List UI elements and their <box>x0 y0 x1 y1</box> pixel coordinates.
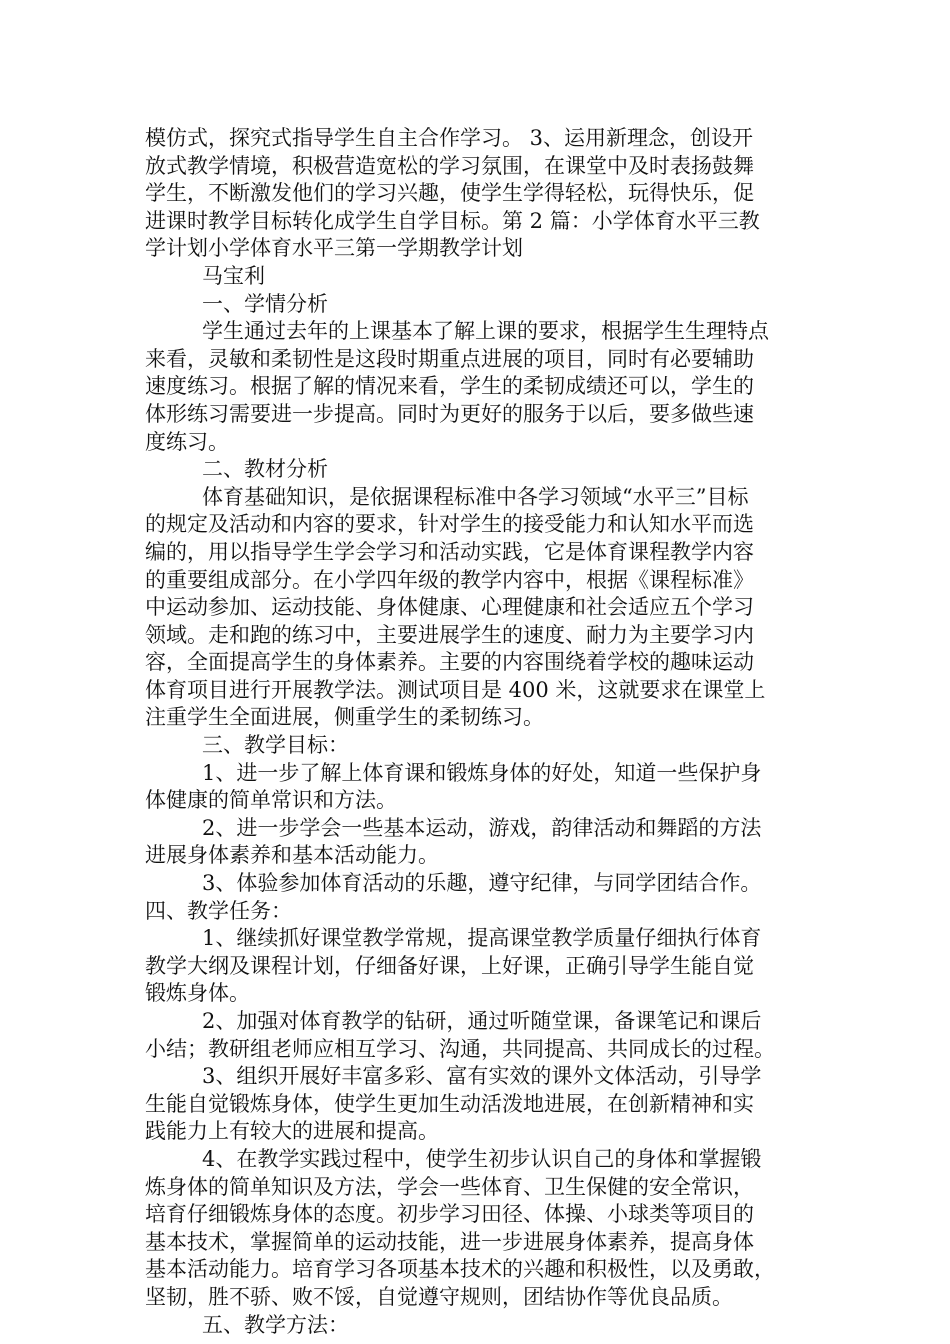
text-line: 基本活动能力。培育学习各项基本技术的兴趣和积极性，以及勇敢， <box>145 1257 775 1282</box>
text-line: 五、教学方法： <box>202 1312 349 1337</box>
text-line: 生能自觉锻炼身体，使学生更加生动活泼地进展，在创新精神和实 <box>145 1091 754 1116</box>
text-line: 的规定及活动和内容的要求，针对学生的接受能力和认知水平而选 <box>145 512 754 537</box>
text-line: 1、进一步了解上体育课和锻炼身体的好处，知道一些保护身 <box>202 760 762 785</box>
text-line: 体育基础知识，是依据课程标准中各学习领域“水平三”目标 <box>202 484 749 509</box>
text-line: 教学大纲及课程计划，仔细备好课，上好课，正确引导学生能自觉 <box>145 953 754 978</box>
document-body <box>145 125 825 1339</box>
text-line: 体育项目进行开展教学法。测试项目是 400 米，这就要求在课堂上 <box>145 677 766 702</box>
text-line: 学生，不断激发他们的学习兴趣，使学生学得轻松，玩得快乐，促 <box>145 181 754 206</box>
text-line: 基本技术，掌握简单的运动技能，进一步进展身体素养，提高身体 <box>145 1229 754 1254</box>
text-line: 进课时教学目标转化成学生自学目标。第 2 篇：小学体育水平三教 <box>145 208 760 233</box>
text-line: 4、在教学实践过程中，使学生初步认识自己的身体和掌握锻 <box>202 1146 762 1171</box>
text-line: 马宝利 <box>202 263 265 288</box>
text-line: 体健康的简单常识和方法。 <box>145 788 397 813</box>
text-line: 领域。走和跑的练习中，主要进展学生的速度、耐力为主要学习内 <box>145 622 754 647</box>
text-line: 2、加强对体育教学的钻研，通过听随堂课，备课笔记和课后 <box>202 1009 762 1033</box>
text-line: 模仿式，探究式指导学生自主合作学习。 3、运用新理念，创设开 <box>145 126 754 150</box>
text-line: 一、学情分析 <box>202 291 328 316</box>
text-line: 3、体验参加体育活动的乐趣，遵守纪律，与同学团结合作。 <box>202 871 762 896</box>
text-line: 容，全面提高学生的身体素养。主要的内容围绕着学校的趣味运动 <box>145 650 754 675</box>
text-line: 四、教学任务： <box>145 898 292 923</box>
text-line: 二、教材分析 <box>202 457 328 482</box>
text-line: 进展身体素养和基本活动能力。 <box>145 843 439 868</box>
text-line: 体形练习需要进一步提高。同时为更好的服务于以后，要多做些速 <box>145 401 754 426</box>
text-line: 3、组织开展好丰富多彩、富有实效的课外文体活动，引导学 <box>202 1064 762 1089</box>
text-line: 践能力上有较大的进展和提高。 <box>145 1119 439 1144</box>
text-line: 1、继续抓好课堂教学常规，提高课堂教学质量仔细执行体育 <box>202 926 762 951</box>
text-line: 放式教学情境，积极营造宽松的学习氛围，在课堂中及时表扬鼓舞 <box>145 153 754 178</box>
text-line: 2、进一步学会一些基本运动，游戏，韵律活动和舞蹈的方法 <box>202 815 762 840</box>
text-line: 培育仔细锻炼身体的态度。初步学习田径、体操、小球类等项目的 <box>145 1202 754 1227</box>
text-line: 小结；教研组老师应相互学习、沟通，共同提高、共同成长的过程。 <box>145 1036 775 1061</box>
text-line: 度练习。 <box>145 429 229 454</box>
text-line: 学生通过去年的上课基本了解上课的要求，根据学生生理特点 <box>202 319 769 344</box>
text-line: 注重学生全面进展，侧重学生的柔韧练习。 <box>145 705 544 730</box>
text-line: 速度练习。根据了解的情况来看，学生的柔韧成绩还可以，学生的 <box>145 374 754 399</box>
text-line: 三、教学目标： <box>202 733 349 758</box>
text-line: 坚韧，胜不骄、败不馁，自觉遵守规则，团结协作等优良品质。 <box>145 1284 733 1309</box>
text-line: 编的，用以指导学生学会学习和活动实践，它是体育课程教学内容 <box>145 539 754 564</box>
text-line: 炼身体的简单知识及方法，学会一些体育、卫生保健的安全常识， <box>145 1174 754 1199</box>
text-line: 的重要组成部分。在小学四年级的教学内容中，根据《课程标准》 <box>145 567 754 592</box>
text-line: 锻炼身体。 <box>145 981 250 1006</box>
text-line: 中运动参加、运动技能、身体健康、心理健康和社会适应五个学习 <box>145 595 754 620</box>
text-line: 学计划小学体育水平三第一学期教学计划 <box>145 236 523 261</box>
text-line: 来看，灵敏和柔韧性是这段时期重点进展的项目，同时有必要辅助 <box>145 346 754 371</box>
